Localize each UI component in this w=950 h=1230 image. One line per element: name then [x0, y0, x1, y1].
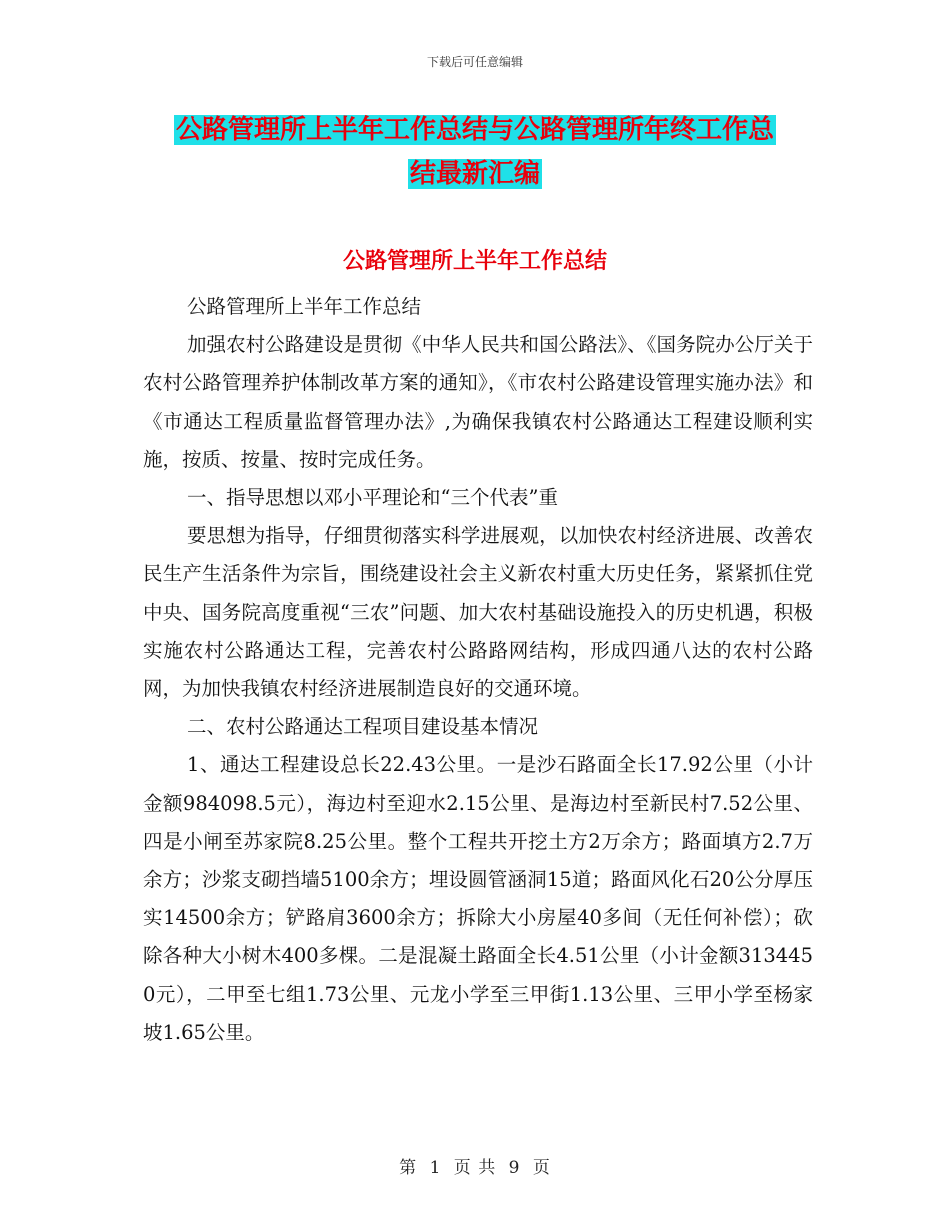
paragraph: 一、指导思想以邓小平理论和“三个代表”重 [187, 486, 558, 510]
paragraph: 公路管理所上半年工作总结 [187, 295, 422, 318]
document-title-line-2 [0, 152, 950, 196]
section-subtitle: 公路管理所上半年工作总结 [342, 248, 607, 274]
page-footer [0, 1153, 950, 1178]
footer-suffix: 页 [532, 1158, 551, 1178]
paragraph: 加强农村公路建设是贯彻《中华人民共和国公路法》、《国务院办公厅关于农村公路管理养护体制改革方案的通知》，《市农村公路建设管理实施办法》和《市通达工程质量监督管理办法》,为确保我镇农村公路通达工程建设顺利实施，按质、按量、按时完成任务。 [143, 333, 813, 471]
footer-prefix: 第 [399, 1158, 418, 1178]
footer-middle: 页 共 [453, 1158, 497, 1178]
header-note: 下载后可任意编辑 [426, 55, 523, 69]
paragraph: 二、农村公路通达工程项目建设基本情况 [187, 715, 539, 739]
document-title-line-1 [0, 108, 950, 152]
page-total: 9 [508, 1158, 521, 1178]
page-number: 1 [429, 1158, 442, 1178]
paragraph: 要思想为指导，仔细贯彻落实科学进展观，以加快农村经济进展、改善农民生产生活条件为宗旨，围绕建设社会主义新农村重大历史任务，紧紧抓住党中央、国务院高度重视“三农”问题、加大农村基础设施投入的历史机遇，积极实施农村公路通达工程，完善农村公路路网结构，形成四通八达的农村公路网，为加快我镇农村经济进展制造良好的交通环境。 [143, 524, 813, 701]
title-text-1: 公路管理所上半年工作总结与公路管理所年终工作总 [175, 115, 774, 145]
title-text-2: 结最新汇编 [409, 159, 540, 189]
body-text [143, 288, 813, 1052]
paragraph: 1、通达工程建设总长22.43公里。一是沙石路面全长17.92公里（小计金额984098.5元），海边村至迎水2.15公里、是海边村至新民村7.52公里、四是小闸至苏家院8.25公里。整个工程共开挖土方2万余方；路面填方2.7万余方；沙浆支砌挡墙5100余方；埋设圆管涵洞15道；路面风化石20公分厚压实14500余方；铲路肩3600余方；拆除大小房屋40多间（无任何补偿）；砍除各种大小树木400多棵。二是混凝土路面全长4.51公里（小计金额3134450元），二甲至七组1.73公里、元龙小学至三甲街1.13公里、三甲小学至杨家坡1.65公里。 [143, 753, 813, 1044]
